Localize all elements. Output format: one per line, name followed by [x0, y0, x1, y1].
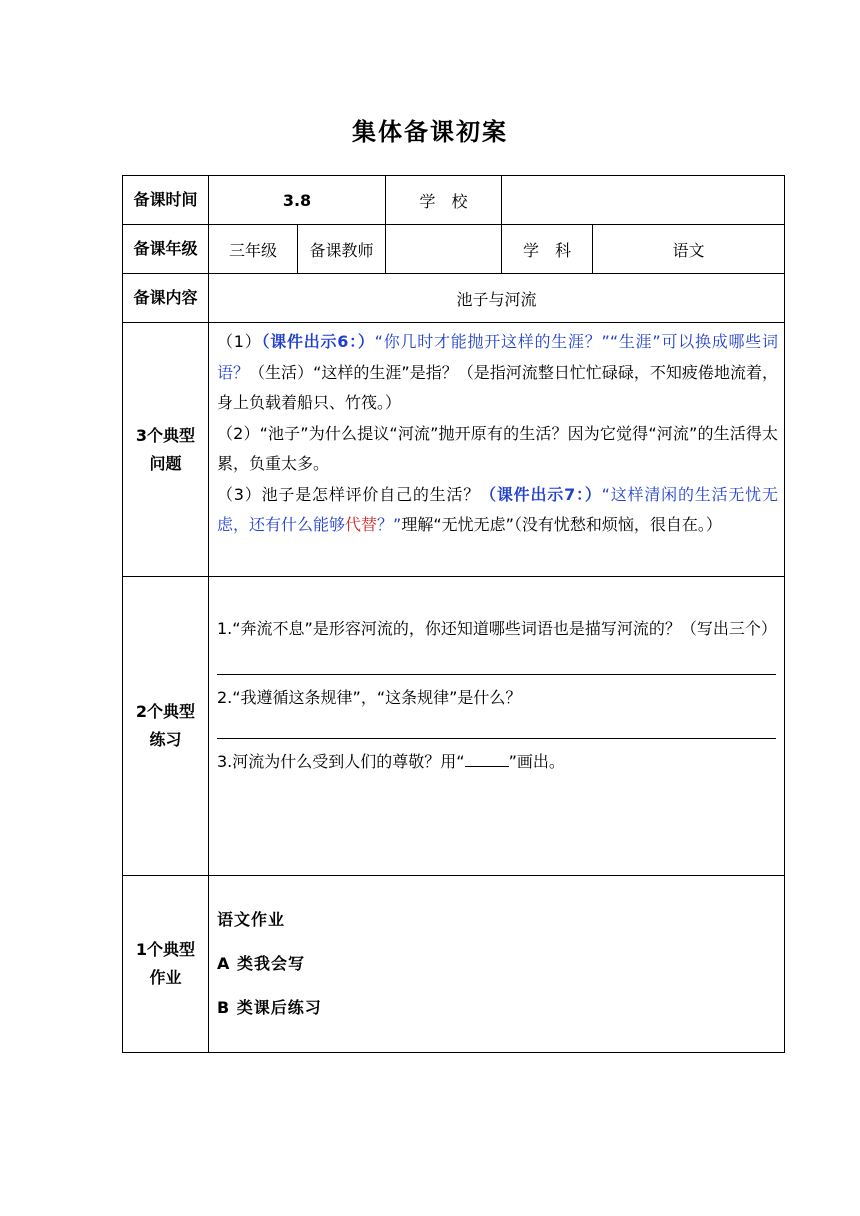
content-label: 备课内容: [123, 274, 209, 323]
homework-title: 语文作业: [217, 910, 286, 929]
subject-label: 学 科: [502, 225, 593, 274]
row-exercises: [123, 577, 785, 876]
exercises-label: 2个典型 练习: [123, 577, 209, 876]
row-homework: [123, 876, 785, 1053]
teacher-label: 备课教师: [298, 225, 386, 274]
row-questions: [123, 323, 785, 577]
content-value: 池子与河流: [209, 274, 785, 323]
questions-label: 3个典型 问题: [123, 323, 209, 577]
school-label: 学 校: [386, 176, 502, 225]
row-time: [123, 176, 785, 225]
blank-underline: [465, 752, 509, 767]
question-3: （3）池子是怎样评价自己的生活？（课件出示7：）“这样清闲的生活无忧无虑，还有什么能够代替？”理解“无忧无虑”（没有忧愁和烦恼，很自在。）: [217, 484, 778, 534]
page-title: 集体备课初案: [352, 118, 508, 146]
exercise-1: 1.“奔流不息”是形容河流的，你还知道哪些词语也是描写河流的？（写出三个）: [217, 619, 777, 638]
school-value: [502, 176, 785, 225]
homework-label: 1个典型 作业: [123, 876, 209, 1053]
row-content: [123, 274, 785, 323]
homework-item-b: B 类课后练习: [217, 998, 322, 1017]
exercises-cell: [209, 577, 785, 876]
question-2: （2）“池子”为什么提议“河流”抛开原有的生活？因为它觉得“河流”的生活得太累，负重太多。: [217, 423, 778, 473]
time-label: 备课时间: [123, 176, 209, 225]
exercise-2: 2.“我遵循这条规律”，“这条规律”是什么？: [217, 688, 522, 707]
time-value: 3.8: [209, 176, 386, 225]
questions-cell: [209, 323, 785, 577]
grade-value: 三年级: [209, 225, 298, 274]
homework-cell: [209, 876, 785, 1053]
row-grade: [123, 225, 785, 274]
homework-item-a: A 类我会写: [217, 954, 305, 973]
teacher-value: [386, 225, 502, 274]
lesson-plan-table: [122, 175, 785, 1053]
subject-value: 语文: [593, 225, 785, 274]
grade-label: 备课年级: [123, 225, 209, 274]
exercise-3: 3.河流为什么受到人们的尊敬？用“ ”画出。: [217, 752, 565, 771]
question-1: （1）（课件出示6：）“你几时才能抛开这样的生涯？”“生涯”可以换成哪些词语？（生活）“这样的生涯”是指？（是指河流整日忙忙碌碌，不知疲倦地流着，身上负载着船只、竹筏。）: [217, 332, 778, 412]
